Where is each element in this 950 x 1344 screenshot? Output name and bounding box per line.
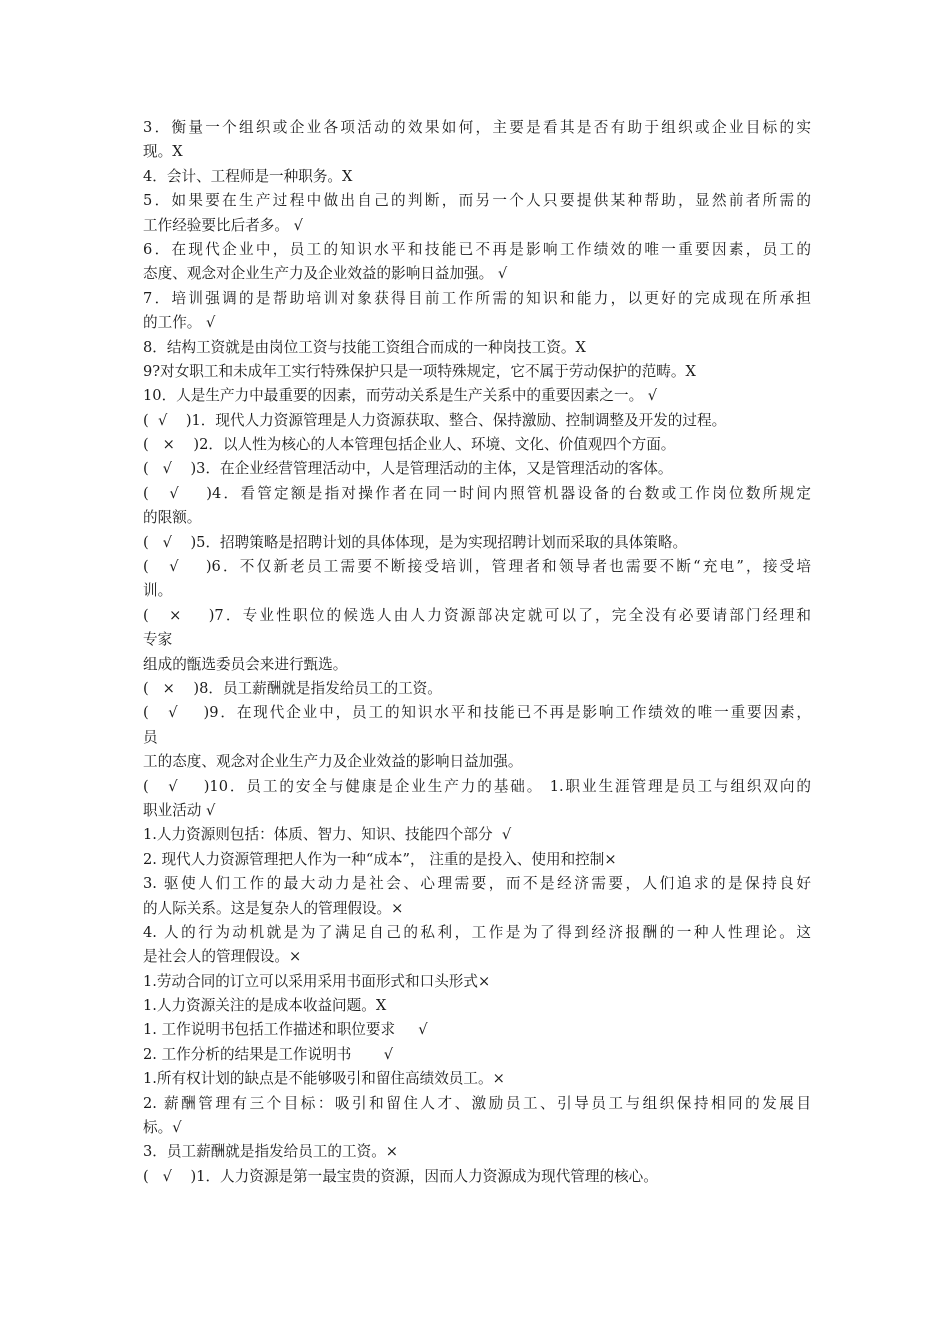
text-line: 的工作。 √: [143, 314, 216, 332]
text-line: 工的态度、观念对企业生产力及企业效益的影响日益加强。: [143, 753, 523, 771]
text-line: 专家: [143, 631, 173, 649]
text-line: 4. 人的行为动机就是为了满足自己的私利，工作是为了得到经济报酬的一种人性理论。这: [143, 923, 811, 941]
text-line: 10．人是生产力中最重要的因素，而劳动关系是生产关系中的重要因素之一。 √: [143, 387, 658, 405]
text-line: 1.劳动合同的订立可以采用采用书面形式和口头形式×: [143, 972, 491, 990]
text-line: 5．如果要在生产过程中做出自己的判断，而另一个人只要提供某种帮助，显然前者所需的: [143, 192, 811, 210]
text-line: 1.所有权计划的缺点是不能够吸引和留住高绩效员工。×: [143, 1070, 505, 1088]
text-line: ( √ )1．现代人力资源管理是人力资源获取、整合、保持激励、控制调整及开发的过程。: [143, 411, 727, 429]
text-line: 现。X: [143, 143, 183, 161]
text-line: 的限额。: [143, 509, 202, 527]
text-line: 员: [143, 728, 158, 746]
text-line: ( × )8．员工薪酬就是指发给员工的工资。: [143, 679, 442, 697]
text-line: 9?对女职工和未成年工实行特殊保护只是一项特殊规定，它不属于劳动保护的范畴。X: [143, 362, 696, 380]
text-line: 2. 工作分析的结果是工作说明书 √: [143, 1045, 394, 1063]
text-line: 6．在现代企业中，员工的知识水平和技能已不再是影响工作绩效的唯一重要因素，员工的: [143, 240, 811, 258]
text-line: 3．员工薪酬就是指发给员工的工资。×: [143, 1143, 399, 1161]
text-line: ( √ )1．人力资源是第一最宝贵的资源，因而人力资源成为现代管理的核心。: [143, 1167, 658, 1185]
text-line: 7．培训强调的是帮助培训对象获得目前工作所需的知识和能力，以更好的完成现在所承担: [143, 289, 811, 307]
text-line: 是社会人的管理假设。×: [143, 948, 302, 966]
text-line: ( √ )3．在企业经营管理活动中，人是管理活动的主体，又是管理活动的客体。: [143, 460, 673, 478]
text-line: 的人际关系。这是复杂人的管理假设。×: [143, 899, 404, 917]
text-line: ( × )2．以人性为核心的人本管理包括企业人、环境、文化、价值观四个方面。: [143, 436, 676, 454]
document-body: [143, 116, 811, 1189]
text-line: 组成的甑选委员会来进行甄选。: [143, 655, 348, 673]
text-line: 2. 薪酬管理有三个目标：吸引和留住人才、激励员工、引导员工与组织保持相同的发展目: [143, 1094, 811, 1112]
text-line: ( √ )10．员工的安全与健康是企业生产力的基础。 1.职业生涯管理是员工与组织双向的: [143, 777, 811, 795]
text-line: 1.人力资源关注的是成本收益问题。X: [143, 997, 387, 1015]
text-line: 1.人力资源则包括：体质、智力、知识、技能四个部分 √: [143, 826, 512, 844]
text-line: 职业活动 √: [143, 801, 216, 819]
text-line: ( √ )6．不仅新老员工需要不断接受培训，管理者和领导者也需要不断“充电”，接受培: [143, 558, 811, 576]
text-line: ( √ )5．招聘策略是招聘计划的具体体现，是为实现招聘计划而采取的具体策略。: [143, 533, 688, 551]
text-line: 工作经验要比后者多。 √: [143, 216, 303, 234]
text-line: ( × )7．专业性职位的候选人由人力资源部决定就可以了，完全没有必要请部门经理和: [143, 606, 811, 624]
text-line: 1. 工作说明书包括工作描述和职位要求 √: [143, 1021, 428, 1039]
text-line: 8．结构工资就是由岗位工资与技能工资组合而成的一种岗技工资。X: [143, 338, 586, 356]
text-line: ( √ )9．在现代企业中，员工的知识水平和技能已不再是影响工作绩效的唯一重要因素，: [143, 704, 811, 722]
text-line: 态度、观念对企业生产力及企业效益的影响日益加强。 √: [143, 265, 508, 283]
text-line: 3．衡量一个组织或企业各项活动的效果如何，主要是看其是否有助于组织或企业目标的实: [143, 119, 811, 136]
text-line: 4．会计、工程师是一种职务。X: [143, 167, 353, 185]
text-line: 3. 驱使人们工作的最大动力是社会、心理需要，而不是经济需要，人们追求的是保持良好: [143, 875, 811, 893]
text-line: 标。√: [143, 1119, 182, 1137]
text-line: 2. 现代人力资源管理把人作为一种“成本”， 注重的是投入、使用和控制×: [143, 850, 617, 868]
text-line: 训。: [143, 582, 173, 600]
text-line: ( √ )4．看管定额是指对操作者在同一时间内照管机器设备的台数或工作岗位数所规定: [143, 484, 811, 502]
